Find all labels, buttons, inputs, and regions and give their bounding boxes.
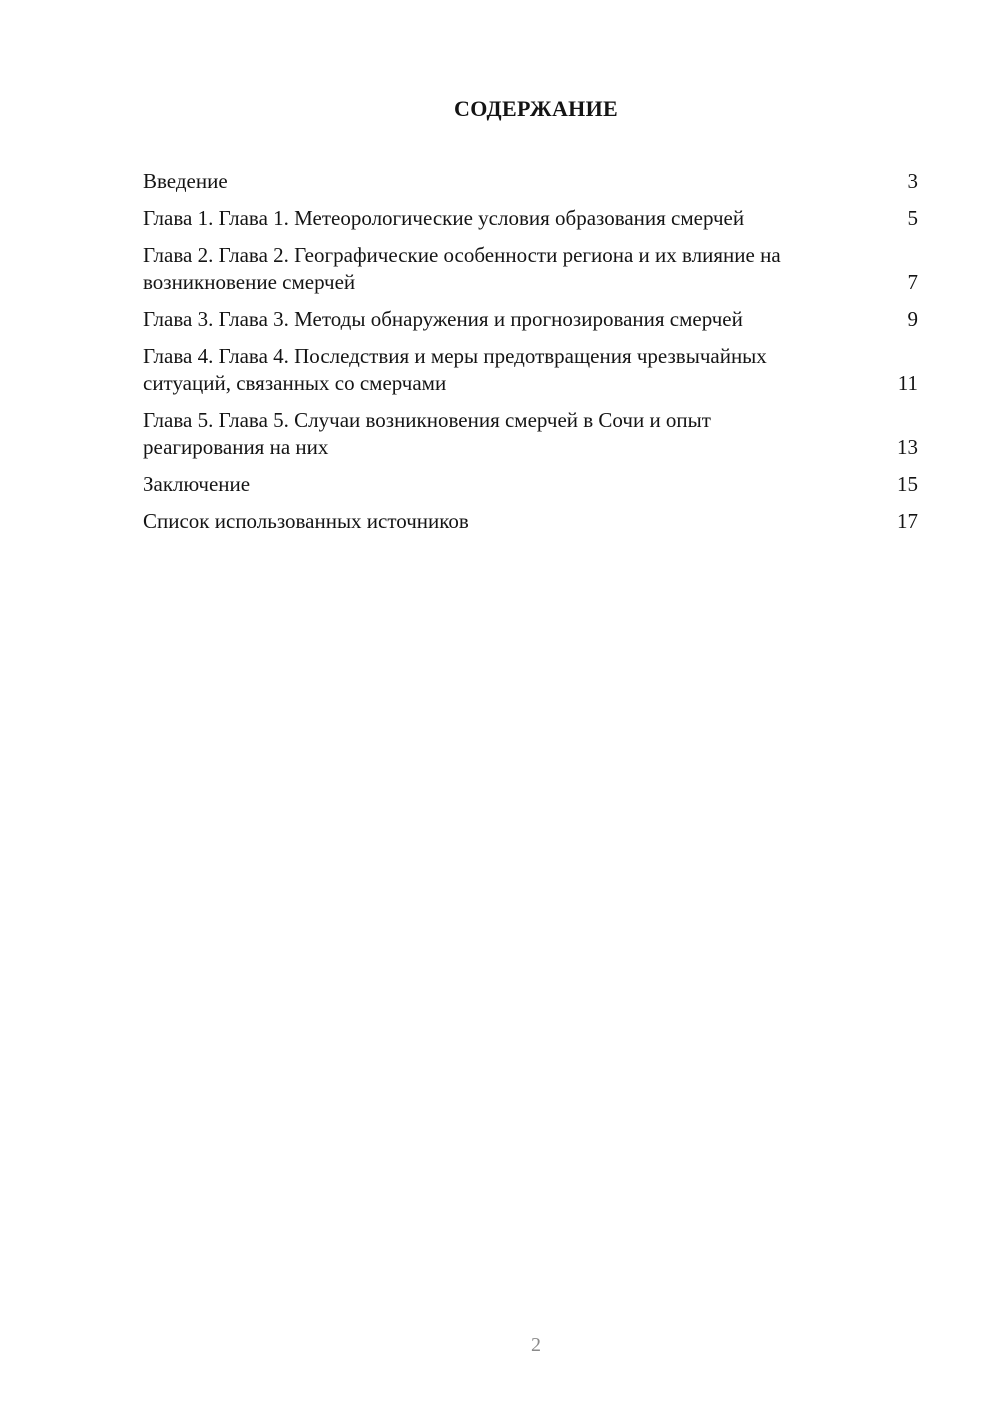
toc-entry-page: 11	[897, 371, 918, 395]
toc-entry-page: 17	[897, 509, 918, 533]
toc-entry-page: 9	[907, 307, 918, 331]
toc-entry-title: Введение	[143, 169, 228, 193]
toc-entry-introduction[interactable]	[143, 168, 918, 195]
toc-entry-chapter-5[interactable]	[143, 407, 918, 461]
toc-entry-title: Заключение	[143, 472, 251, 496]
page-number: 2	[531, 1334, 541, 1356]
toc-entry-chapter-1[interactable]	[143, 205, 918, 232]
toc-entry-chapter-4[interactable]	[143, 343, 918, 397]
toc-entry-references[interactable]	[143, 508, 918, 535]
toc-entry-title: Глава 1. Глава 1. Метеорологические условия образования смерчей	[143, 206, 745, 230]
table-of-contents	[143, 168, 918, 545]
toc-entry-title: Глава 3. Глава 3. Методы обнаружения и прогнозирования смерчей	[143, 307, 743, 331]
toc-entry-title: Глава 2. Глава 2. Географические особенности региона и их влияние на возникновение смерчей	[143, 243, 781, 294]
toc-entry-chapter-2[interactable]	[143, 242, 918, 296]
toc-entry-conclusion[interactable]	[143, 471, 918, 498]
toc-entry-title: Список использованных источников	[143, 509, 469, 533]
toc-entry-title: Глава 5. Глава 5. Случаи возникновения смерчей в Сочи и опыт реагирования на них	[143, 408, 711, 459]
toc-entry-page: 13	[897, 435, 918, 459]
toc-entry-page: 15	[897, 472, 918, 496]
toc-entry-page: 3	[907, 169, 918, 193]
toc-entry-page: 7	[907, 270, 918, 294]
page-title: СОДЕРЖАНИЕ	[454, 96, 618, 121]
toc-entry-title: Глава 4. Глава 4. Последствия и меры предотвращения чрезвычайных ситуаций, связанных со смерчами	[143, 344, 767, 395]
toc-entry-page: 5	[907, 206, 918, 230]
toc-entry-chapter-3[interactable]	[143, 306, 918, 333]
